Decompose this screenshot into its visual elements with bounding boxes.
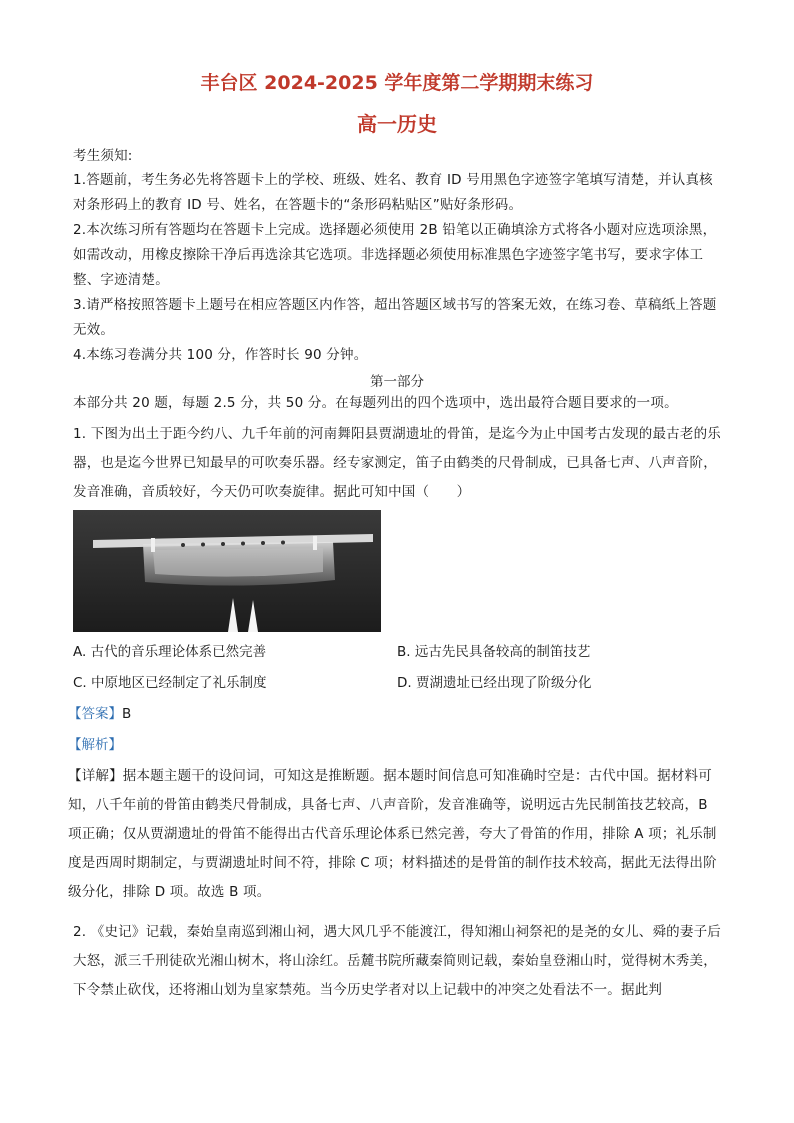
bone-flute-photo bbox=[73, 510, 381, 632]
bone-flute-image bbox=[73, 510, 381, 632]
answer-label: 【答案】 bbox=[68, 706, 122, 722]
notice-item-3: 3.请严格按照答题卡上题号在相应答题区内作答，超出答题区域书写的答案无效，在练习卷、草稿纸上答题无效。 bbox=[73, 297, 717, 338]
notice-heading: 考生须知: bbox=[73, 148, 133, 164]
q1-option-d: D. 贾湖遗址已经出现了阶级分化 bbox=[397, 675, 592, 691]
q1-option-b: B. 远古先民具备较高的制笛技艺 bbox=[397, 644, 591, 660]
question-1-stem: 1. 下图为出土于距今约八、九千年前的河南舞阳县贾湖遗址的骨笛，是迄今为止中国考古发现的最古老的乐器，也是迄今世界已知最早的可吹奏乐器。经专家测定，笛子由鹤类的尺骨制成，已具备七声、八声音阶，发音准确，音质较好，今天仍可吹奏旋律。据此可知中国（ ） bbox=[73, 426, 721, 500]
page-subtitle: 高一历史 bbox=[357, 112, 437, 136]
answer-value: B bbox=[122, 706, 132, 722]
q1-detail: 【详解】据本题主题干的设问词，可知这是推断题。据本题时间信息可知准确时空是：古代中国。据材料可知，八千年前的骨笛由鹤类尺骨制成，具备七声、八声音阶，发音准确等，说明远古先民制笛技艺较高，B 项正确；仅从贾湖遗址的骨笛不能得出古代音乐理论体系已然完善，夸大了骨笛的作用，排除 A 项；礼乐制度是西周时期制定，与贾湖遗址时间不符，排除 C 项；材料描述的是骨笛的制作技术较高，据此无法得出阶级分化，排除 D 项。故选 B 项。 bbox=[68, 768, 717, 900]
section-intro: 本部分共 20 题，每题 2.5 分，共 50 分。在每题列出的四个选项中，选出最符合题目要求的一项。 bbox=[73, 395, 678, 411]
notice-item-1: 1.答题前，考生务必先将答题卡上的学校、班级、姓名、教育 ID 号用黑色字迹签字笔填写清楚，并认真核对条形码上的教育 ID 号、姓名，在答题卡的“条形码粘贴区”贴好条形码。 bbox=[73, 172, 713, 213]
notice-item-2: 2.本次练习所有答题均在答题卡上完成。选择题必须使用 2B 铅笔以正确填涂方式将各小题对应选项涂黑，如需改动，用橡皮擦除干净后再选涂其它选项。非选择题必须使用标准黑色字迹签字笔书写，要求字体工整、字迹清楚。 bbox=[73, 222, 717, 288]
q1-analysis-label: 【解析】 bbox=[68, 737, 122, 753]
question-2-stem: 2. 《史记》记载，秦始皇南巡到湘山祠，遇大风几乎不能渡江，得知湘山祠祭祀的是尧的女儿、舜的妻子后大怒，派三千刑徒砍光湘山树木，将山涂红。岳麓书院所藏秦简则记载，秦始皇登湘山时，觉得树木秀美，下令禁止砍伐，还将湘山划为皇家禁苑。当今历史学者对以上记载中的冲突之处看法不一。据此判 bbox=[73, 924, 721, 998]
q1-option-a: A. 古代的音乐理论体系已然完善 bbox=[73, 644, 267, 660]
notice-item-4: 4.本练习卷满分共 100 分，作答时长 90 分钟。 bbox=[73, 347, 368, 363]
page-title: 丰台区 2024-2025 学年度第二学期期末练习 bbox=[200, 72, 594, 94]
section-title: 第一部分 bbox=[370, 374, 424, 390]
q1-answer bbox=[68, 702, 131, 722]
q1-option-c: C. 中原地区已经制定了礼乐制度 bbox=[73, 675, 267, 691]
